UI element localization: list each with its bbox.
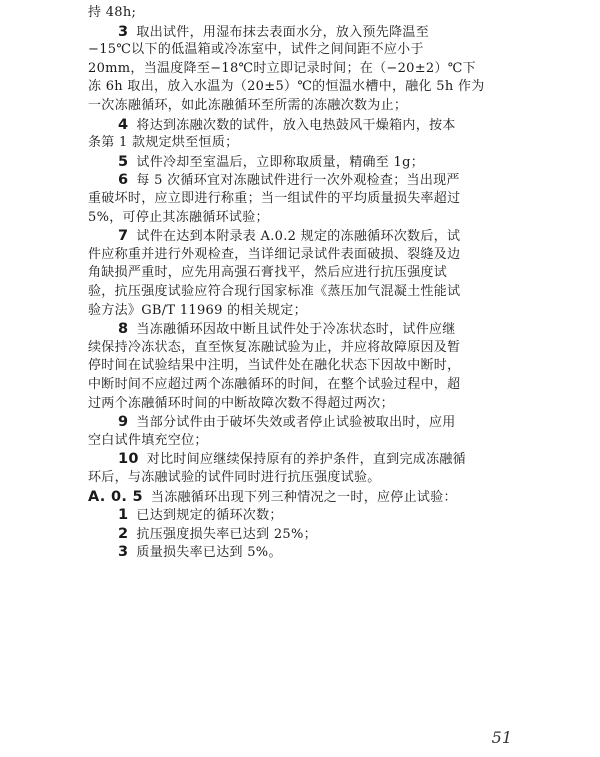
- text-line: 重破坏时，应立即进行称重；当一组试件的平均质量损失率超过: [88, 191, 461, 206]
- text-line: [118, 413, 456, 432]
- page-number: 51: [491, 728, 512, 747]
- text-line: 续保持冷冻状态，直至恢复冻融试验为止，并应将故障原因及暂: [88, 339, 461, 355]
- item-number: 3: [118, 544, 129, 561]
- item-text: 当冻融循环出现下列三种情况之一时，应停止试验：: [150, 489, 457, 505]
- item-text: 每 5 次循环宜对冻融试件进行一次外观检查；当出现严: [136, 173, 460, 189]
- item-number: 1: [118, 507, 129, 524]
- section-number: A. 0. 5: [88, 488, 143, 505]
- text-line: [118, 320, 456, 339]
- text-line: [118, 450, 466, 469]
- item-text: 对比时间应继续保持原有的养护条件，直到完成冻融循: [146, 452, 466, 468]
- item-number: 5: [118, 153, 129, 170]
- item-number: 7: [118, 228, 129, 245]
- text-line: 验，抗压强度试验应符合现行国家标准《蒸压加气混凝土性能试: [88, 284, 461, 299]
- text-line: [118, 506, 283, 525]
- item-text: 将达到冻融次数的试件，放入电热鼓风干燥箱内，按本: [136, 117, 456, 133]
- text-line: −15℃以下的低温箱或冷冻室中，试件之间间距不应小于: [88, 42, 424, 58]
- text-line: 持 48h;: [88, 5, 137, 20]
- text-line: 空白试件填充空位；: [88, 432, 208, 448]
- item-number: 2: [118, 525, 129, 542]
- text-line: 停时间在试验结果中注明，当试件处在融化状态下因故中断时，: [88, 358, 461, 374]
- text-line: [88, 488, 457, 507]
- text-line: 条第 1 款规定烘至恒质；: [88, 135, 239, 151]
- item-number: 8: [118, 321, 129, 338]
- text-line: [118, 227, 460, 246]
- item-number: 9: [118, 414, 129, 431]
- text-line: 5%，可停止其冻融循环试验；: [88, 209, 269, 225]
- item-number: 3: [118, 23, 129, 40]
- text-line: 一次冻融循环，如此冻融循环至所需的冻融次数为止；: [88, 98, 408, 113]
- item-text: 当部分试件由于破坏失效或者停止试验被取出时，应用: [136, 415, 456, 431]
- text-line: 过两个冻融循环时间的中断故障次数不得超过两次；: [88, 395, 394, 411]
- item-text: 试件冷却至室温后，立即称取质量，精确至 1g；: [136, 154, 425, 170]
- text-line: 件应称重并进行外观检查，当详细记录试件表面破损、裂缝及边: [88, 246, 461, 262]
- text-line: [118, 525, 317, 544]
- item-number: 10: [118, 451, 139, 468]
- text-line: 中断时间不应超过两个冻融循环的时间，在整个试验过程中，超: [88, 377, 461, 392]
- text-line: 20mm，当温度降至−18℃时立即记录时间；在（−20±2）℃下: [88, 60, 476, 76]
- item-text: 质量损失率已达到 5%。: [136, 545, 282, 561]
- item-text: 取出试件，用湿布抹去表面水分，放入预先降温至: [136, 24, 429, 40]
- item-text: 抗压强度损失率已达到 25%；: [136, 526, 317, 542]
- text-line: [118, 116, 456, 135]
- text-line: [118, 23, 429, 42]
- text-line: 环后，与冻融试验的试件同时进行抗压强度试验。: [88, 470, 381, 485]
- text-line: [118, 171, 460, 190]
- text-line: [118, 543, 282, 562]
- item-text: 当冻融循环因故中断且试件处于冷冻状态时，试件应继: [136, 322, 456, 338]
- text-line: 冻 6h 取出，放入水温为（20±5）℃的恒温水槽中，融化 5h 作为: [88, 79, 485, 95]
- item-number: 4: [118, 116, 129, 133]
- item-text: 试件在达到本附录表 A.0.2 规定的冻融循环次数后，试: [136, 229, 461, 245]
- item-text: 已达到规定的循环次数；: [136, 508, 283, 524]
- text-line: 角缺损严重时，应先用高强石膏找平，然后应进行抗压强度试: [88, 265, 448, 281]
- item-number: 6: [118, 172, 129, 189]
- text-line: 验方法》GB/T 11969 的相关规定；: [88, 302, 307, 318]
- text-line: [118, 153, 424, 172]
